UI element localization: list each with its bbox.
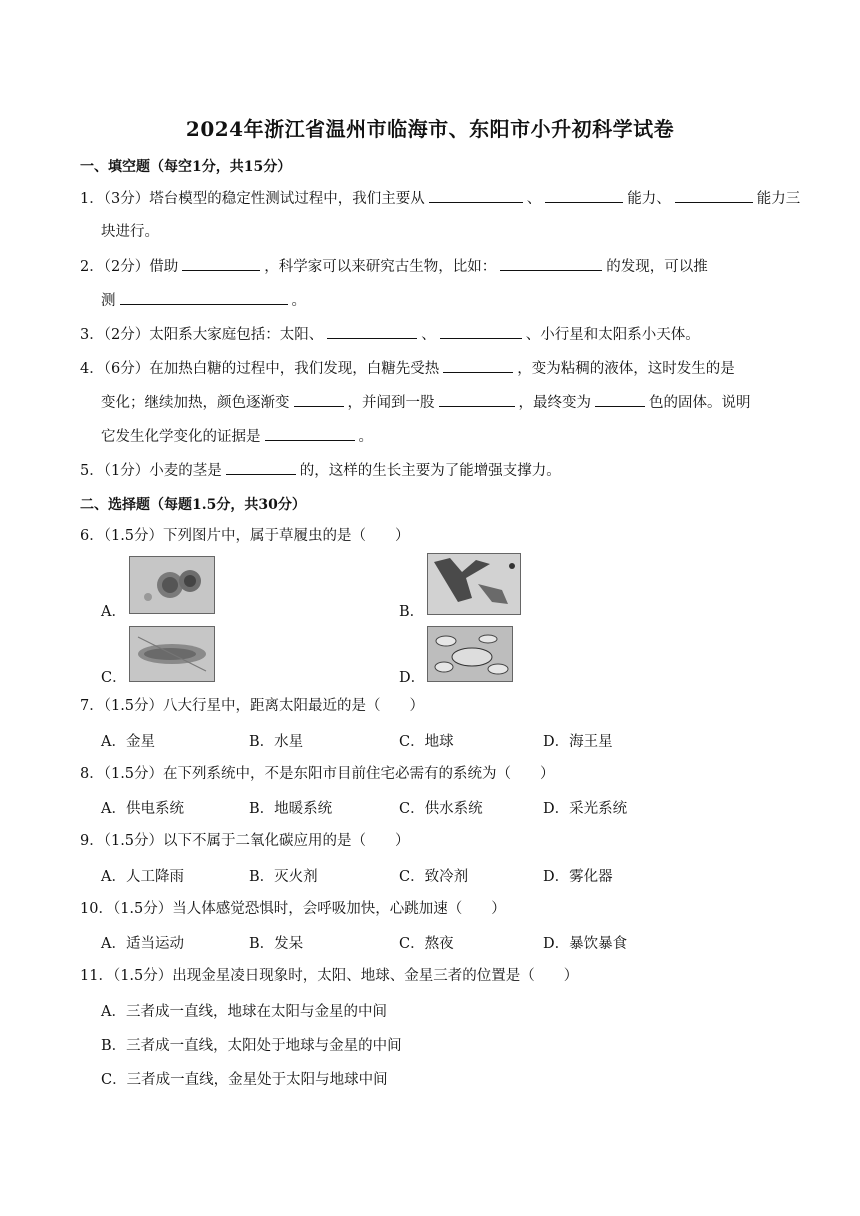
- option-d[interactable]: D．暴饮暴食: [543, 936, 628, 952]
- option-b[interactable]: B．: [399, 604, 425, 620]
- question-2-continued: 测 。: [101, 290, 801, 311]
- option-c[interactable]: C．供水系统: [399, 801, 483, 817]
- section-heading-multiple-choice: 二、选择题（每题1.5分，共30分）: [80, 497, 306, 513]
- option-a[interactable]: A．供电系统: [101, 801, 184, 817]
- answer-blank[interactable]: [226, 460, 296, 475]
- question-1-continued: 块进行。: [101, 224, 159, 240]
- option-d-image[interactable]: [427, 626, 513, 682]
- question-8: 8．（1.5分）在下列系统中，不是东阳市目前住宅必需有的系统为（ ）: [80, 766, 555, 782]
- option-c[interactable]: C．熬夜: [399, 936, 454, 952]
- option-b[interactable]: B．三者成一直线，太阳处于地球与金星的中间: [101, 1038, 402, 1054]
- option-a-image[interactable]: [129, 556, 215, 614]
- option-b[interactable]: B．灭火剂: [249, 869, 318, 885]
- option-d[interactable]: D．: [399, 670, 426, 686]
- option-b[interactable]: B．水星: [249, 734, 304, 750]
- answer-blank[interactable]: [294, 392, 344, 407]
- option-b[interactable]: B．发呆: [249, 936, 304, 952]
- option-c[interactable]: C．地球: [399, 734, 454, 750]
- answer-blank[interactable]: [443, 358, 513, 373]
- answer-blank[interactable]: [120, 290, 288, 305]
- option-d[interactable]: D．采光系统: [543, 801, 628, 817]
- option-a[interactable]: A．人工降雨: [101, 869, 184, 885]
- option-b-image[interactable]: [427, 553, 521, 615]
- question-9: 9．（1.5分）以下不属于二氧化碳应用的是（ ）: [80, 833, 410, 849]
- answer-blank[interactable]: [500, 256, 602, 271]
- option-c[interactable]: C．三者成一直线，金星处于太阳与地球中间: [101, 1072, 388, 1088]
- answer-blank[interactable]: [440, 324, 522, 339]
- question-2: 2．（2分）借助 ，科学家可以来研究古生物，比如： 的发现，可以推: [80, 256, 780, 277]
- question-3: 3．（2分）太阳系大家庭包括：太阳、 、 、小行星和太阳系小天体。: [80, 324, 780, 345]
- question-6: 6．（1.5分）下列图片中，属于草履虫的是（ ）: [80, 528, 410, 544]
- question-7: 7．（1.5分）八大行星中，距离太阳最近的是（ ）: [80, 698, 425, 714]
- option-a[interactable]: A．三者成一直线，地球在太阳与金星的中间: [101, 1004, 387, 1020]
- option-c[interactable]: C．致冷剂: [399, 869, 469, 885]
- option-a[interactable]: A．适当运动: [101, 936, 184, 952]
- option-d[interactable]: D．海王星: [543, 734, 613, 750]
- option-c-image[interactable]: [129, 626, 215, 682]
- option-c[interactable]: C．: [101, 670, 127, 686]
- question-4: 4．（6分）在加热白糖的过程中，我们发现，白糖先受热 ，变为粘稠的液体，这时发生的是: [80, 358, 780, 379]
- question-4-continued: 变化；继续加热，颜色逐渐变 ，并闻到一股 ，最终变为 色的固体。说明: [101, 392, 801, 413]
- page-title: 2024年浙江省温州市临海市、东阳市小升初科学试卷: [185, 117, 675, 141]
- option-b[interactable]: B．地暖系统: [249, 801, 333, 817]
- question-5: 5．（1分）小麦的茎是 的，这样的生长主要为了能增强支撑力。: [80, 460, 780, 481]
- answer-blank[interactable]: [595, 392, 645, 407]
- answer-blank[interactable]: [545, 188, 623, 203]
- answer-blank[interactable]: [265, 426, 355, 441]
- option-d[interactable]: D．雾化器: [543, 869, 613, 885]
- question-1: 1．（3分）塔台模型的稳定性测试过程中，我们主要从 、 能力、 能力三: [80, 188, 780, 209]
- answer-blank[interactable]: [182, 256, 260, 271]
- option-a[interactable]: A．金星: [101, 734, 155, 750]
- option-a[interactable]: A．: [101, 604, 126, 620]
- answer-blank[interactable]: [675, 188, 753, 203]
- question-10: 10．（1.5分）当人体感觉恐惧时，会呼吸加快，心跳加速（ ）: [80, 901, 506, 917]
- answer-blank[interactable]: [429, 188, 523, 203]
- section-heading-fill-blank: 一、填空题（每空1分，共15分）: [80, 159, 292, 175]
- answer-blank[interactable]: [327, 324, 417, 339]
- answer-blank[interactable]: [439, 392, 515, 407]
- question-11: 11．（1.5分）出现金星凌日现象时，太阳、地球、金星三者的位置是（ ）: [80, 968, 579, 984]
- question-4-continued-2: 它发生化学变化的证据是 。: [101, 426, 801, 447]
